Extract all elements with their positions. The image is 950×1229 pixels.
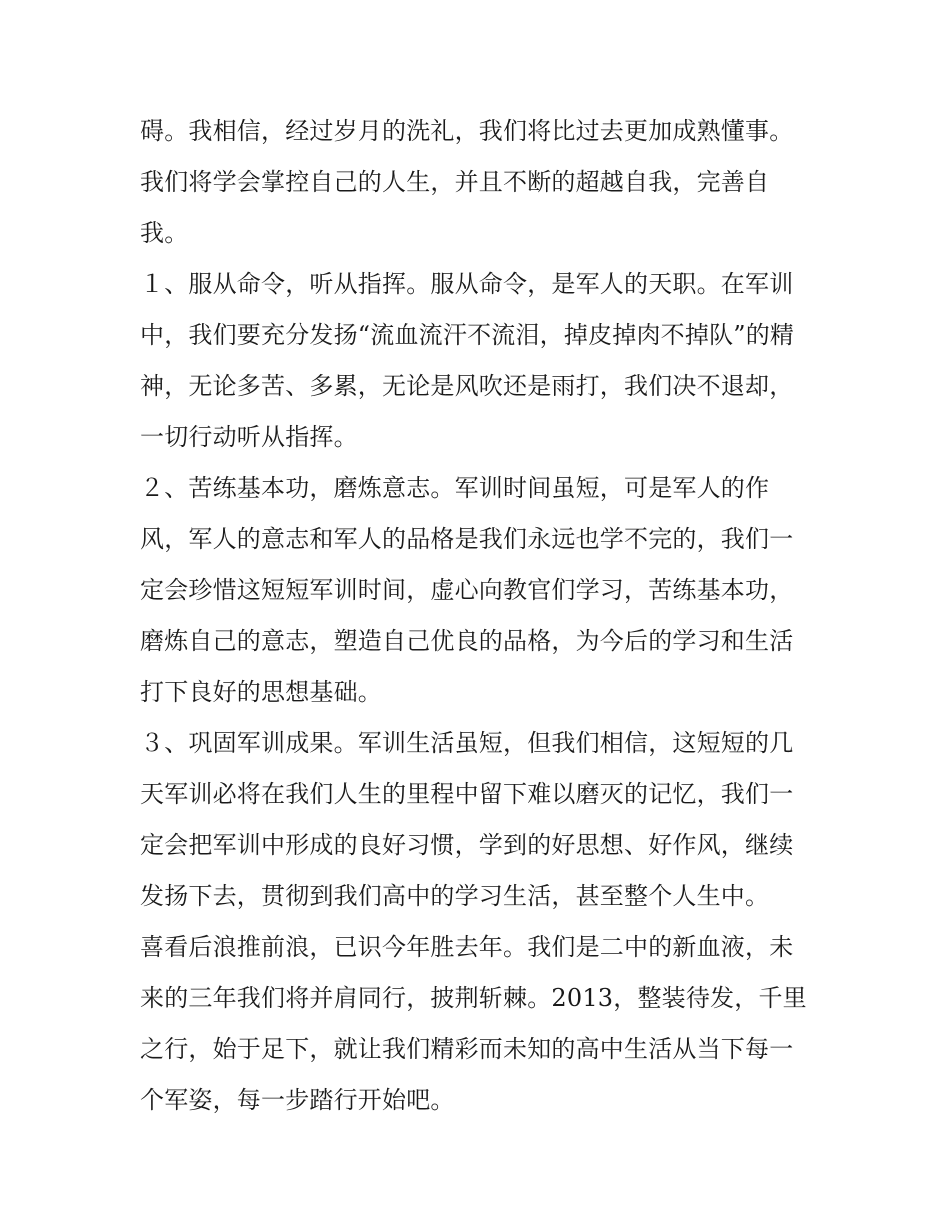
text-line: 风，军人的意志和军人的品格是我们永远也学不完的，我们一	[140, 525, 794, 553]
text-line: 个军姿，每一步踏行开始吧。	[140, 1086, 455, 1114]
text-line: 定会珍惜这短短军训时间，虚心向教官们学习，苦练基本功，	[140, 576, 794, 604]
text-line: 神，无论多苦、多累，无论是风吹还是雨打，我们决不退却，	[140, 372, 794, 400]
text-line: 来的三年我们将并肩同行，披荆斩棘。2013，整装待发，千里	[140, 984, 807, 1012]
text-line: 我。	[140, 219, 189, 247]
document-body	[140, 106, 820, 1126]
text-line: 中，我们要充分发扬“流血流汗不流泪，掉皮掉肉不掉队”的精	[140, 321, 795, 349]
text-line: 一切行动听从指挥。	[140, 423, 358, 451]
text-line: 定会把军训中形成的良好习惯，学到的好思想、好作风，继续	[140, 831, 794, 859]
text-line: ２、苦练基本功，磨炼意志。军训时间虽短，可是军人的作	[140, 474, 770, 502]
text-line: 我们将学会掌控自己的人生，并且不断的超越自我，完善自	[140, 168, 770, 196]
text-line: ３、巩固军训成果。军训生活虽短，但我们相信，这短短的几	[140, 729, 794, 757]
text-line: 发扬下去，贯彻到我们高中的学习生活，甚至整个人生中。	[140, 882, 770, 910]
text-line: 之行，始于足下，就让我们精彩而未知的高中生活从当下每一	[140, 1035, 794, 1063]
text-line: １、服从命令，听从指挥。服从命令，是军人的天职。在军训	[140, 270, 794, 298]
text-line: 喜看后浪推前浪，已识今年胜去年。我们是二中的新血液，未	[140, 933, 794, 961]
text-line: 磨炼自己的意志，塑造自己优良的品格，为今后的学习和生活	[140, 627, 794, 655]
text-line: 天军训必将在我们人生的里程中留下难以磨灭的记忆，我们一	[140, 780, 794, 808]
text-line: 碍。我相信，经过岁月的洗礼，我们将比过去更加成熟懂事。	[140, 117, 794, 145]
text-line: 打下良好的思想基础。	[140, 678, 382, 706]
